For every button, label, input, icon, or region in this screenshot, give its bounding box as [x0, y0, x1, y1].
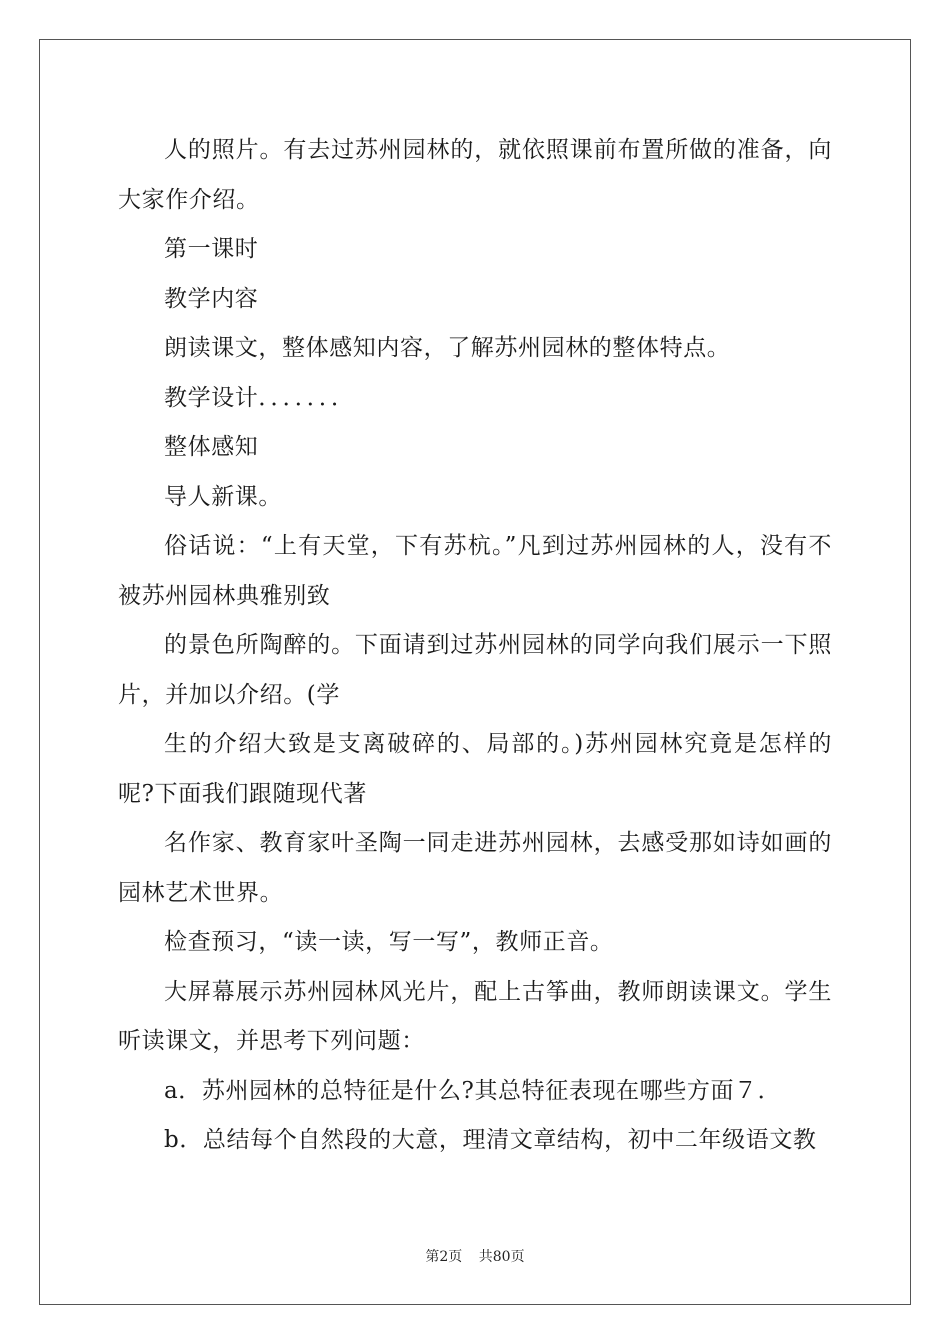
- page-number: 第2页: [425, 1249, 463, 1265]
- paragraph: b．总结每个自然段的大意，理清文章结构，初中二年级语文教: [164, 1127, 817, 1153]
- paragraph: 人的照片。有去过苏州园林的，就依照课前布置所做的准备，向大家作介绍。: [118, 137, 832, 213]
- paragraph: 教学设计．．．．．．．: [164, 384, 355, 411]
- page-footer: [0, 1246, 950, 1266]
- paragraph: 第一课时: [164, 236, 259, 262]
- paragraph: 朗读课文，整体感知内容，了解苏州园林的整体特点。: [164, 335, 731, 361]
- paragraph: 检查预习，“读一读，写一写”，教师正音。: [164, 929, 614, 955]
- paragraph: 教学内容: [164, 285, 259, 312]
- paragraph: 的景色所陶醉的。下面请到过苏州园林的同学向我们展示一下照片，并加以介绍。(学: [118, 632, 832, 708]
- paragraph: 俗话说：“上有天堂，下有苏杭。”凡到过苏州园林的人，没有不被苏州园林典雅别致: [118, 533, 832, 609]
- document-body: [118, 126, 832, 1166]
- paragraph: 大屏幕展示苏州园林风光片，配上古筝曲，教师朗读课文。学生听读课文，并思考下列问题：: [118, 978, 832, 1054]
- page-total: 共80页: [478, 1249, 525, 1265]
- paragraph: a．苏州园林的总特征是什么?其总特征表现在哪些方面７．: [164, 1077, 782, 1104]
- paragraph: 整体感知: [164, 434, 259, 460]
- paragraph: 名作家、教育家叶圣陶一同走进苏州园林，去感受那如诗如画的园林艺术世界。: [118, 830, 832, 906]
- paragraph: 生的介绍大致是支离破碎的、局部的。)苏州园林究竟是怎样的呢?下面我们跟随现代著: [118, 731, 832, 807]
- paragraph: 导人新课。: [164, 483, 282, 510]
